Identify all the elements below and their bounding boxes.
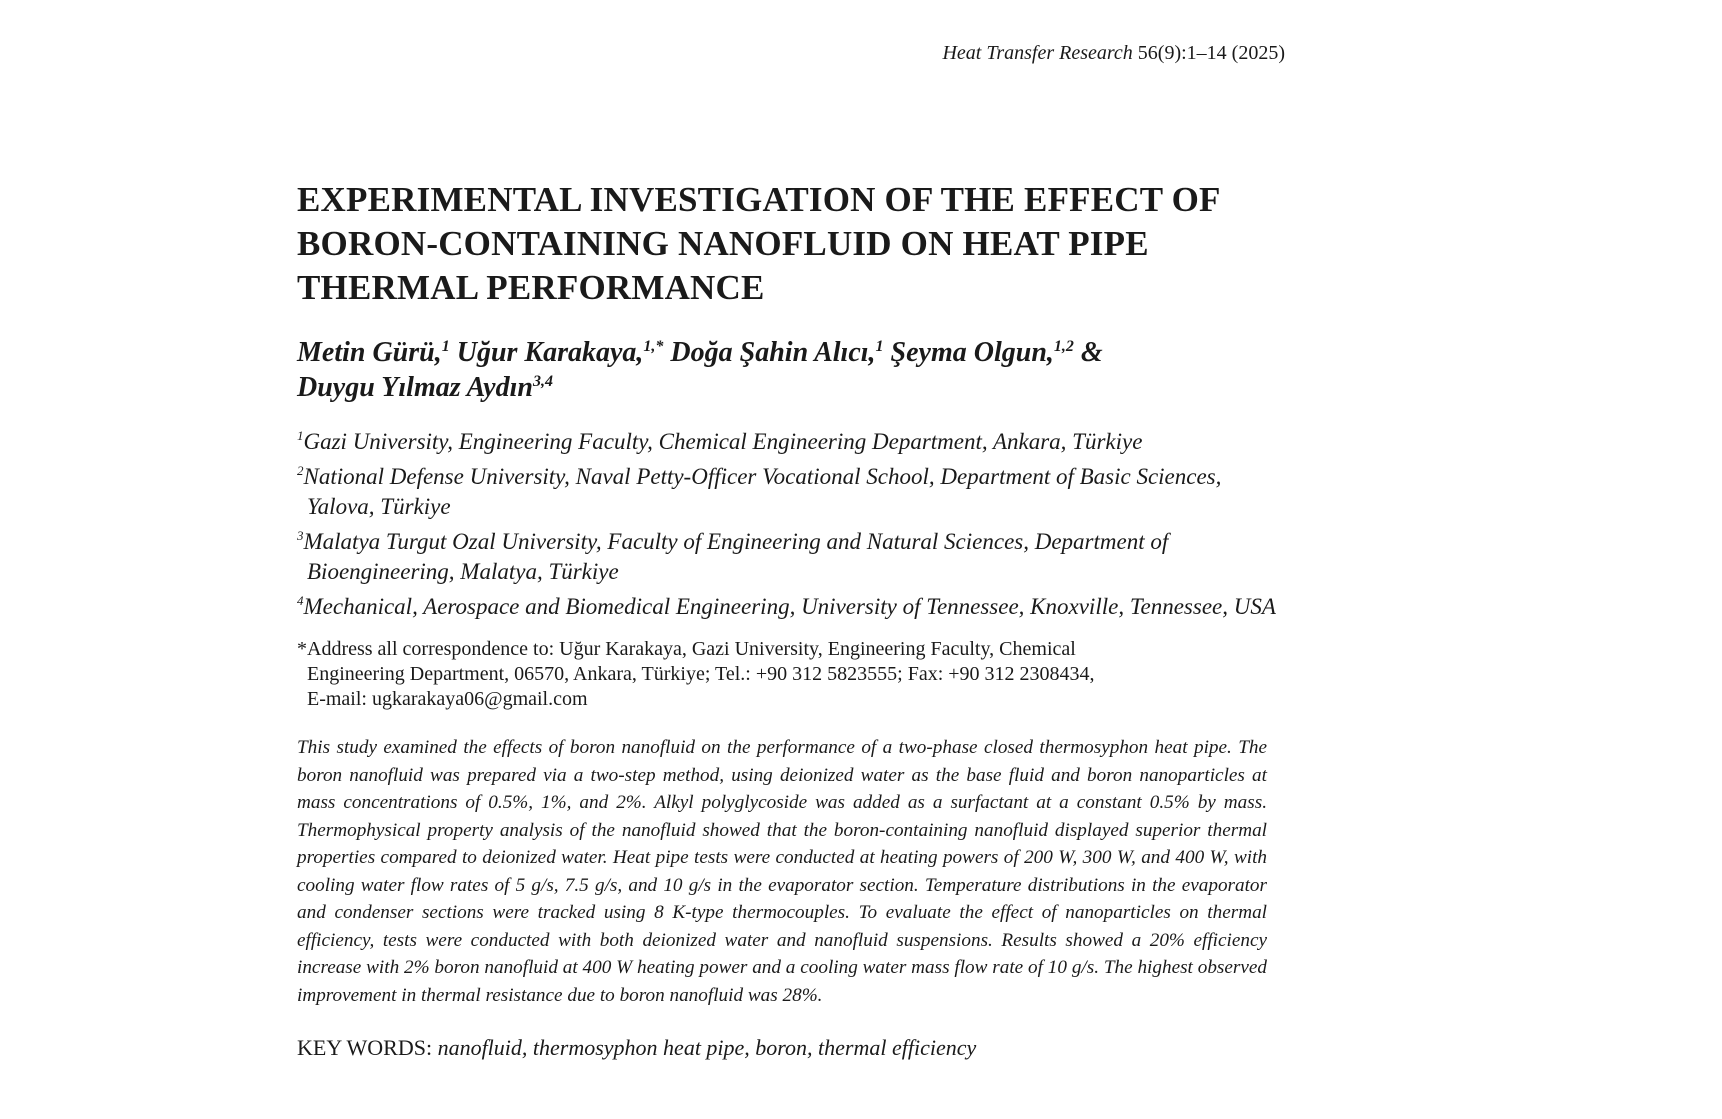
affiliation: [297, 462, 1277, 522]
author-name: Doğa Şahin Alıcı,: [670, 337, 876, 368]
article-front-matter: [297, 178, 1277, 1063]
author-name: Duygu Yılmaz Aydın: [297, 372, 533, 403]
affiliation-number: 4: [297, 593, 304, 608]
author-affiliation-mark: 1: [875, 338, 884, 355]
author-name: Şeyma Olgun,: [890, 337, 1054, 368]
correspondence-line: *Address all correspondence to: Uğur Karakaya, Gazi University, Engineering Faculty, Chemical: [297, 638, 1076, 660]
journal-name: Heat Transfer Research: [942, 42, 1133, 64]
author-affiliation-mark: 1,2: [1053, 338, 1074, 355]
affiliation-text: Gazi University, Engineering Faculty, Chemical Engineering Department, Ankara, Türkiye: [303, 429, 1143, 454]
affiliation: [297, 592, 1277, 622]
affiliation: [297, 527, 1277, 587]
title-line: EXPERIMENTAL INVESTIGATION OF THE EFFECT OF: [297, 180, 1221, 219]
correspondence-email-line: E-mail: ugkarakaya06@gmail.com: [307, 688, 588, 710]
author-affiliation-mark: 3,4: [532, 373, 553, 390]
author-list: [297, 335, 1277, 405]
article-title: [297, 178, 1277, 310]
correspondence-block: [297, 637, 1207, 712]
keywords: [297, 1033, 1277, 1063]
running-head: [942, 42, 1285, 65]
affiliation-list: [297, 427, 1277, 622]
author-name: Uğur Karakaya,: [456, 337, 644, 368]
affiliation-number: 1: [297, 428, 304, 443]
author-name: Metin Gürü,: [297, 337, 442, 368]
author-affiliation-mark: 1: [441, 338, 450, 355]
abstract: This study examined the effects of boron nanofluid on the performance of a two-phase closed thermosyphon heat pipe. The boron nanofluid was prepared via a two-step method, using deionized water as the base fluid and boron nanoparticles at mass concentrations of 0.5%, 1%, and 2%. Alkyl polyglycoside was added as a surfactant at a constant 0.5% by mass. Thermophysical property analysis of the nanofluid showed that the boron-containing nanofluid displayed superior thermal properties compared to deionized water. Heat pipe tests were conducted at heating powers of 200 W, 300 W, and 400 W, with cooling water flow rates of 5 g/s, 7.5 g/s, and 10 g/s in the evaporator section. Temperature distributions in the evaporator and condenser sections were tracked using 8 K-type thermocouples. To evaluate the effect of nanoparticles on thermal efficiency, tests were conducted with both deionized water and nanofluid suspensions. Results showed a 20% efficiency increase with 2% boron nanofluid at 400 W heating power and a cooling water mass flow rate of 10 g/s. The highest observed improvement in thermal resistance due to boron nanofluid was 28%.: [297, 737, 1267, 1006]
affiliation-number: 2: [297, 463, 304, 478]
title-line: THERMAL PERFORMANCE: [297, 268, 765, 307]
keywords-value: nanofluid, thermosyphon heat pipe, boron, thermal efficiency: [437, 1035, 977, 1060]
keywords-label: KEY WORDS:: [297, 1035, 433, 1060]
affiliation-text: National Defense University, Naval Petty-Officer Vocational School, Department of Basic Sciences, Yalova, Türkiye: [303, 464, 1222, 519]
author-affiliation-mark: 1,*: [643, 338, 664, 355]
affiliation-text: Malatya Turgut Ozal University, Faculty of Engineering and Natural Sciences, Department of Bioengineering, Malatya, Türkiye: [303, 529, 1169, 584]
affiliation: [297, 427, 1277, 457]
affiliation-number: 3: [297, 528, 304, 543]
author-conjunction: &: [1080, 337, 1103, 368]
correspondence-line: Engineering Department, 06570, Ankara, Türkiye; Tel.: +90 312 5823555; Fax: +90 312 2308434,: [307, 663, 1095, 685]
title-line: BORON-CONTAINING NANOFLUID ON HEAT PIPE: [297, 224, 1149, 263]
journal-citation: 56(9):1–14 (2025): [1137, 42, 1285, 64]
affiliation-text: Mechanical, Aerospace and Biomedical Engineering, University of Tennessee, Knoxville, Tennessee, USA: [303, 594, 1276, 619]
